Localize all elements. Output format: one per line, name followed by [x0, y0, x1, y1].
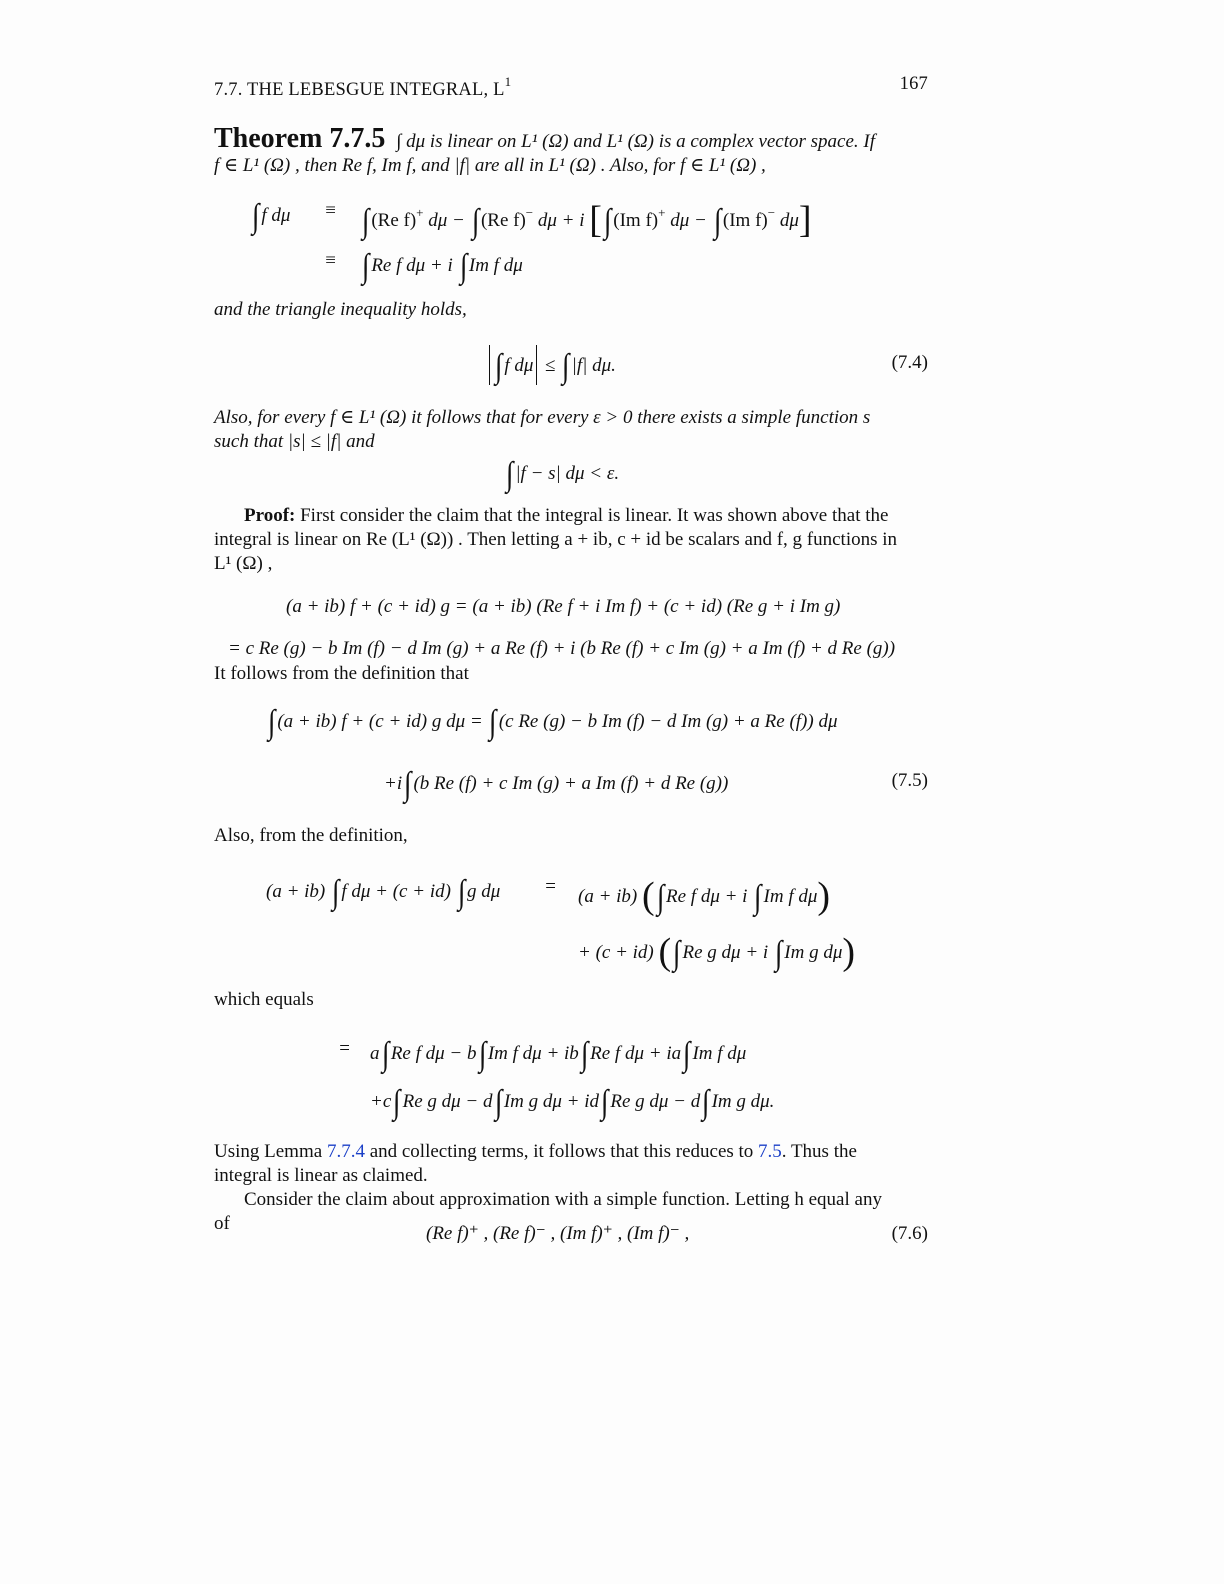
- page: [214, 74, 928, 1244]
- text-using: Using Lemma 7.7.4 and collecting terms, it follows that this reduces to 7.5. Thus the integral is linear as claimed.: [214, 1141, 857, 1186]
- eq-def-rel-2: ≡: [324, 250, 337, 271]
- text-which: which equals: [214, 989, 314, 1010]
- eq-lin-1: (a + ib) f + (c + id) g = (a + ib) (Re f + i Im f) + (c + id) (Re g + i Im g): [286, 596, 841, 617]
- eq-equals-rel: =: [338, 1038, 351, 1059]
- eq-def-exp-r1: (a + ib) (∫ Re f dμ + i ∫ Im f dμ): [578, 875, 831, 917]
- eq-equals-line-2: +c∫ Re g dμ − d∫ Im g dμ + id∫ Re g dμ − d∫ Im g dμ.: [370, 1084, 775, 1121]
- equation-epsilon: ∫ |f − s| dμ < ε.: [505, 456, 620, 493]
- eq74-body: ∫ f dμ ≤ ∫ |f| dμ.: [486, 342, 616, 385]
- eq75-line-2: +i∫ (b Re (f) + c Im (g) + a Im (f) + d Re (g)): [384, 766, 729, 803]
- eq74-number: (7.4): [891, 352, 928, 373]
- text-follows: It follows from the definition that: [214, 663, 469, 684]
- theorem-line-1: ∫ dμ is linear on L¹ (Ω) and L¹ (Ω) is a complex vector space. If: [396, 131, 876, 152]
- equation-7-6: [214, 1212, 928, 1244]
- theorem-line-2: f ∈ L¹ (Ω) , then Re f, Im f, and |f| are all in L¹ (Ω) . Also, for f ∈ L¹ (Ω) ,: [214, 155, 766, 176]
- eq75-number: (7.5): [891, 770, 928, 791]
- page-number: 167: [899, 74, 928, 94]
- running-head-title: 7.7. THE LEBESGUE INTEGRAL, $L^1$: [214, 74, 512, 100]
- text-also-def: Also, from the definition,: [214, 825, 408, 846]
- eq-lin-2: = c Re (g) − b Im (f) − d Im (g) + a Re (f) + i (b Re (f) + c Im (g) + a Im (f) + d Re (g)): [228, 638, 896, 659]
- eq-def-line-2: ∫ Re f dμ + i ∫ Im f dμ: [361, 248, 523, 285]
- eq75-line-1: ∫ (a + ib) f + (c + id) g dμ = ∫ (c Re (g) − b Im (f) − d Im (g) + a Re (f)) dμ: [267, 704, 838, 741]
- eq-def-exp-rel: =: [544, 876, 557, 897]
- proof-label: Proof:: [244, 505, 296, 526]
- eq-epsilon-body: |f − s| dμ < ε.: [515, 463, 620, 484]
- eq76-number: (7.6): [891, 1223, 928, 1244]
- eq-def-lhs: ∫ f dμ: [251, 198, 291, 235]
- equation-7-5: [214, 686, 928, 824]
- equation-definition: [214, 178, 928, 298]
- eq-def-line-1: ∫ (Re f)+ dμ − ∫ (Re f)− dμ + i [∫ (Im f)+ dμ − ∫ (Im f)− dμ]: [361, 199, 812, 241]
- lemma-link[interactable]: 7.7.4: [326, 1141, 365, 1162]
- eq-def-exp-lhs: (a + ib) ∫ f dμ + (c + id) ∫ g dμ: [266, 874, 501, 911]
- text-triangle: and the triangle inequality holds,: [214, 299, 467, 320]
- equation-7-4: [214, 322, 928, 406]
- equation-definition-expansion: [214, 848, 928, 988]
- eq76-body: (Re f)⁺ , (Re f)⁻ , (Im f)⁺ , (Im f)⁻ ,: [426, 1223, 690, 1244]
- theorem-label: Theorem 7.7.5: [214, 123, 386, 154]
- text-of: of: [214, 1213, 230, 1234]
- eq-def-rel-1: ≡: [324, 200, 337, 221]
- running-header: [214, 74, 928, 101]
- eq-equals-line-1: a∫ Re f dμ − b∫ Im f dμ + ib∫ Re f dμ + ia∫ Im f dμ: [370, 1036, 747, 1073]
- equation-equals: [214, 1012, 928, 1140]
- eq-def-exp-r2: + (c + id) (∫ Re g dμ + i ∫ Im g dμ): [578, 931, 856, 973]
- equation-link[interactable]: 7.5: [758, 1141, 782, 1162]
- text-also: Also, for every f ∈ L¹ (Ω) it follows that for every ε > 0 there exists a simple function s such that |s| ≤ |f| and: [214, 407, 871, 452]
- proof-paragraph: Proof: First consider the claim that the integral is linear. It was shown above that the integral is linear on Re (L¹ (Ω)) . Then letting a + ib, c + id be scalars and f, g functions in L¹ (Ω) ,: [214, 505, 898, 574]
- text-consider: Consider the claim about approximation with a simple function. Letting h equal any: [244, 1189, 882, 1210]
- equation-linear-expansion: [214, 576, 928, 662]
- theorem-statement: [214, 123, 928, 178]
